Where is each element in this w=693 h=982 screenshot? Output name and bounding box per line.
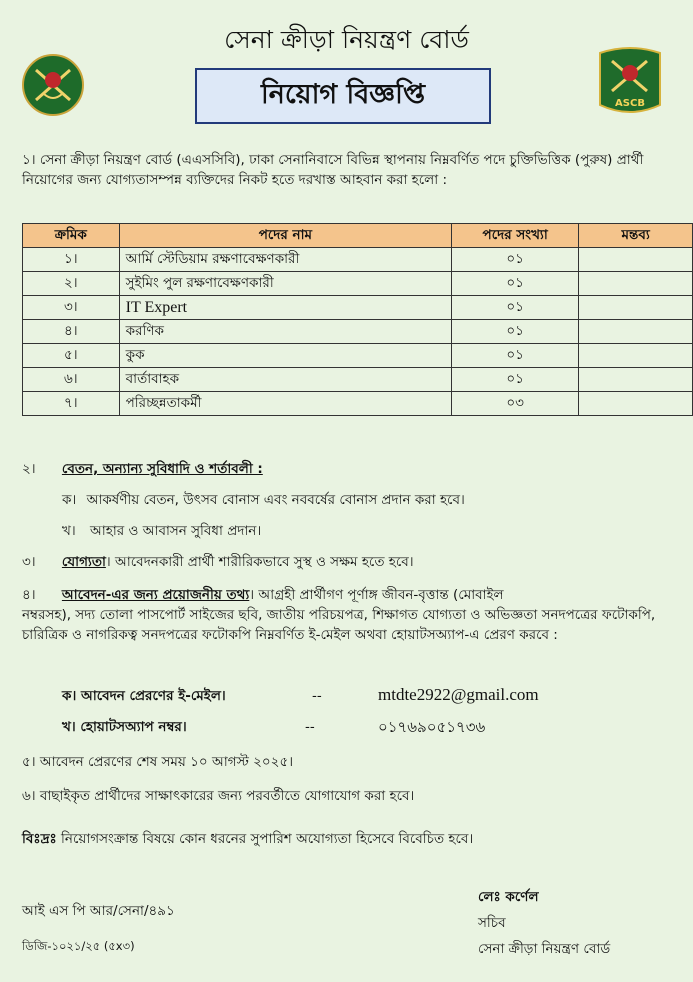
intro-paragraph — [22, 150, 672, 190]
section-4-body: নম্বরসহ), সদ্য তোলা পাসপোর্ট সাইজের ছবি, জাতীয় পরিচয়পত্র, শিক্ষাগত যোগ্যতা ও অভিজ্ঞতা সনদপত্রের ফটোকপি, চারিত্রিক ও নাগরিকত্ব সনদপত্রের ফটোকপি নিম্নবর্ণিত ই-মেইল অথবা হোয়াটসঅ্যাপ-এ প্রেরণ করবে : — [22, 607, 656, 643]
intro-text: সেনা ক্রীড়া নিয়ন্ত্রণ বোর্ড (এএসসিবি), ঢাকা সেনানিবাসে বিভিন্ন স্থাপনায় নিম্নবর্ণিত পদে চুক্তিভিত্তিক (পুরুষ) প্রার্থী নিয়োগের জন্য যোগ্যতাসম্পন্ন ব্যক্তিদের নিকট হতে দরখাস্ত আহবান করা হলো : — [22, 152, 644, 188]
section-2-item-label: খ। — [62, 523, 76, 539]
ascb-logo — [597, 45, 663, 117]
section-2-heading-line — [22, 459, 263, 479]
row-post: করণিক — [119, 320, 451, 344]
section-4-number: ৪। — [22, 587, 36, 603]
section-3-number: ৩। — [22, 554, 36, 570]
table-row — [23, 392, 693, 416]
notice-title-box — [195, 68, 491, 124]
table-row — [23, 296, 693, 320]
table-row — [23, 248, 693, 272]
row-remark — [579, 392, 693, 416]
note-label: বিঃদ্রঃ — [22, 831, 57, 847]
row-serial: ২। — [23, 272, 120, 296]
col-header-count: পদের সংখ্যা — [452, 224, 579, 248]
positions-table — [22, 223, 693, 416]
ascb-logo-text: ASCB — [615, 98, 645, 109]
section-4-first-line — [22, 585, 672, 605]
army-emblem-left-logo — [22, 54, 84, 116]
section-2-number: ২। — [22, 461, 36, 477]
row-serial: ৬। — [23, 368, 120, 392]
row-count: ০১ — [452, 248, 579, 272]
col-header-serial: ক্রমিক — [23, 224, 120, 248]
email-label: ক। আবেদন প্রেরণের ই-মেইল। — [62, 688, 226, 704]
table-header-row — [23, 224, 693, 248]
section-3-text: । আবেদনকারী প্রার্থী শারীরিকভাবে সুস্থ ও সক্ষম হতে হবে। — [105, 554, 414, 570]
row-remark — [579, 320, 693, 344]
note — [22, 829, 473, 849]
email-address[interactable]: mtdte2922@gmail.com — [378, 685, 539, 704]
row-count: ০১ — [452, 368, 579, 392]
row-count: ০১ — [452, 320, 579, 344]
row-remark — [579, 272, 693, 296]
row-post: IT Expert — [119, 296, 451, 320]
section-3-heading: যোগ্যতা — [61, 554, 106, 570]
section-2-item-text: আকর্ষণীয় বেতন, উৎসব বোনাস এবং নববর্ষের বোনাস প্রদান করা হবে। — [86, 492, 465, 508]
organization-title: সেনা ক্রীড়া নিয়ন্ত্রণ বোর্ড — [224, 25, 469, 54]
table-row — [23, 344, 693, 368]
row-count: ০১ — [452, 344, 579, 368]
section-4-heading: আবেদন-এর জন্য প্রয়োজনীয় তথ্য — [61, 587, 250, 603]
col-header-remark: মন্তব্য — [579, 224, 693, 248]
row-post: আর্মি স্টেডিয়াম রক্ষণাবেক্ষণকারী — [119, 248, 451, 272]
email-separator: -- — [312, 688, 322, 704]
row-serial: ৭। — [23, 392, 120, 416]
notice-title: নিয়োগ বিজ্ঞপ্তি — [260, 78, 426, 110]
row-serial: ৩। — [23, 296, 120, 320]
section-2-item-text: আহার ও আবাসন সুবিধা প্রদান। — [90, 523, 262, 539]
section-5: ৫। আবেদন প্রেরণের শেষ সময় ১০ আগস্ট ২০২৫। — [22, 754, 294, 770]
whatsapp-number[interactable]: ০১৭৬৯০৫১৭৩৬ — [378, 718, 486, 736]
row-count: ০১ — [452, 272, 579, 296]
table-row — [23, 272, 693, 296]
row-post: পরিচ্ছন্নতাকর্মী — [119, 392, 451, 416]
section-2-item-label: ক। — [62, 492, 77, 508]
row-remark — [579, 248, 693, 272]
row-post: সুইমিং পুল রক্ষণাবেক্ষণকারী — [119, 272, 451, 296]
signer-org: সেনা ক্রীড়া নিয়ন্ত্রণ বোর্ড — [478, 941, 611, 957]
signer-post: সচিব — [478, 915, 506, 931]
col-header-post: পদের নাম — [119, 224, 451, 248]
row-remark — [579, 296, 693, 320]
section-2-heading: বেতন, অন্যান্য সুবিধাদি ও শর্তাবলী : — [61, 461, 263, 477]
section-4 — [22, 585, 672, 645]
row-remark — [579, 344, 693, 368]
note-text: নিয়োগসংক্রান্ত বিষয়ে কোন ধরনের সুপারিশ অযোগ্যতা হিসেবে বিবেচিত হবে। — [61, 831, 474, 847]
whatsapp-separator: -- — [305, 719, 315, 735]
reference-number: আই এস পি আর/সেনা/৪৯১ — [22, 903, 175, 919]
section-4-line1: । আগ্রহী প্রার্থীগণ পূর্ণাঙ্গ জীবন-বৃত্তান্ত (মোবাইল — [249, 587, 504, 603]
row-serial: ৪। — [23, 320, 120, 344]
row-count: ০১ — [452, 296, 579, 320]
signer-rank: লেঃ কর্ণেল — [478, 889, 539, 905]
whatsapp-label: খ। হোয়াটসঅ্যাপ নম্বর। — [62, 719, 187, 735]
section-3 — [22, 552, 414, 572]
positions-table-wrap — [22, 223, 693, 416]
table-row — [23, 368, 693, 392]
table-row — [23, 320, 693, 344]
row-count: ০৩ — [452, 392, 579, 416]
section-2-item — [62, 521, 261, 541]
print-code: ডিজি-১০২১/২৫ (৫x৩) — [22, 939, 135, 953]
section-2-item — [62, 490, 465, 510]
row-serial: ৫। — [23, 344, 120, 368]
row-post: বার্তাবাহক — [119, 368, 451, 392]
section-6: ৬। বাছাইকৃত প্রার্থীদের সাক্ষাৎকারের জন্য পরবর্তীতে যোগাযোগ করা হবে। — [22, 788, 415, 804]
row-remark — [579, 368, 693, 392]
intro-number: ১। — [22, 152, 36, 168]
row-post: কুক — [119, 344, 451, 368]
row-serial: ১। — [23, 248, 120, 272]
